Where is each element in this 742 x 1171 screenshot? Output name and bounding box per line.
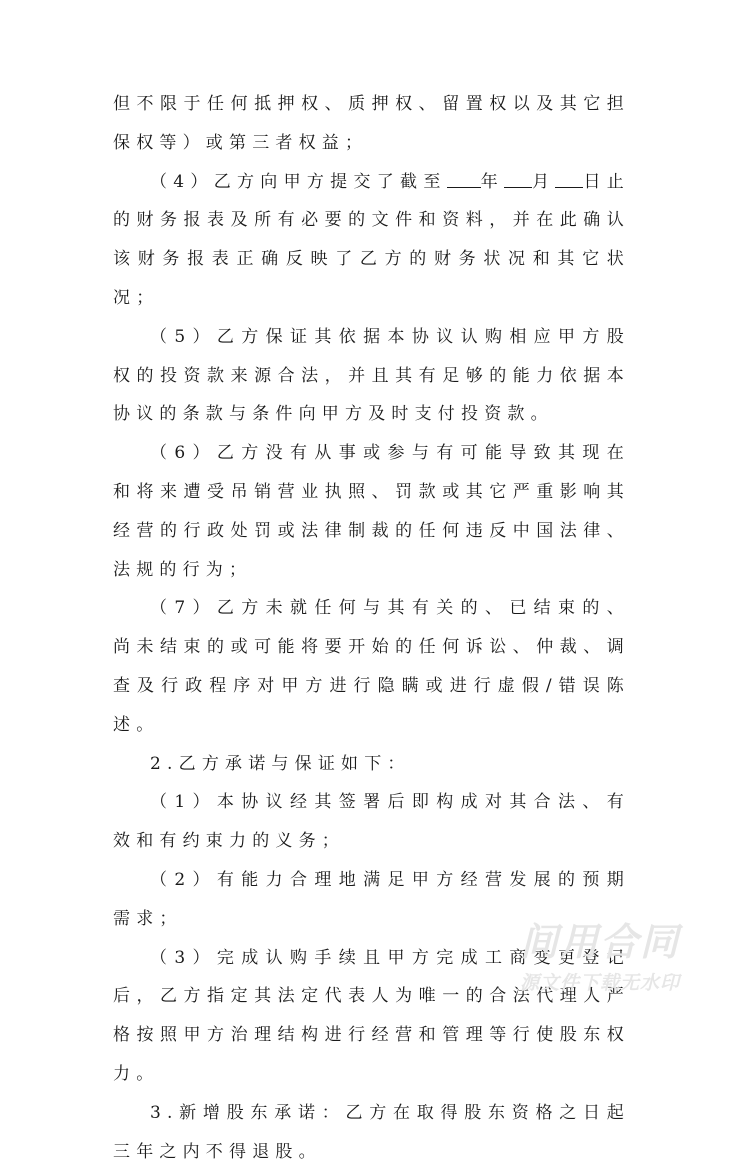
item-4-month-label: 月 <box>532 171 556 192</box>
paragraph-section-2-item-3: （3）完成认购手续且甲方完成工商变更登记后，乙方指定其法定代表人为唯一的合法代理人严格按照甲方治理结构进行经营和管理等行使股东权力。 <box>113 947 630 1084</box>
paragraph-section-2-item-1: （1）本协议经其签署后即构成对其合法、有效和有约束力的义务； <box>113 792 630 852</box>
watermark-subtitle: 源文件下载无水印 <box>519 972 680 994</box>
section-2-heading: 2.乙方承诺与保证如下： <box>150 753 411 774</box>
paragraph-section-2-item-2: （2）有能力合理地满足甲方经营发展的预期需求； <box>113 869 630 929</box>
document-page <box>113 85 630 1171</box>
watermark-title: 间用合同 <box>519 920 680 964</box>
item-4-year-label: 年 <box>480 171 505 192</box>
paragraph-item-6: （6）乙方没有从事或参与有可能导致其现在和将来遭受吊销营业执照、罚款或其它严重影响其经营的行政处罚或法律制裁的任何违反中国法律、法规的行为； <box>113 443 630 580</box>
watermark <box>505 920 695 996</box>
paragraph-item-7: （7）乙方未就任何与其有关的、已结束的、尚未结束的或可能将要开始的任何诉讼、仲裁、调查及行政程序对甲方进行隐瞒或进行虚假/错误陈述。 <box>113 598 630 735</box>
paragraph-continuation: 但不限于任何抵押权、质押权、留置权以及其它担保权等）或第三者权益； <box>113 94 630 153</box>
day-blank <box>555 169 583 188</box>
month-blank <box>504 169 532 188</box>
section-3-paragraph: 3.新增股东承诺：乙方在取得股东资格之日起三年之内不得退股。 <box>113 1102 630 1162</box>
item-4-text-a: （4）乙方向甲方提交了截至 <box>150 171 447 192</box>
paragraph-item-4 <box>113 163 630 318</box>
year-blank <box>447 169 481 188</box>
paragraph-item-5: （5）乙方保证其依据本协议认购相应甲方股权的投资款来源合法，并且其有足够的能力依据本协议的条款与条件向甲方及时支付投资款。 <box>113 326 630 425</box>
item-4-text-d: 日止的财务报表及所有必要的文件和资料，并在此确认该财务报表正确反映了乙方的财务状况和其它状况； <box>113 171 630 308</box>
